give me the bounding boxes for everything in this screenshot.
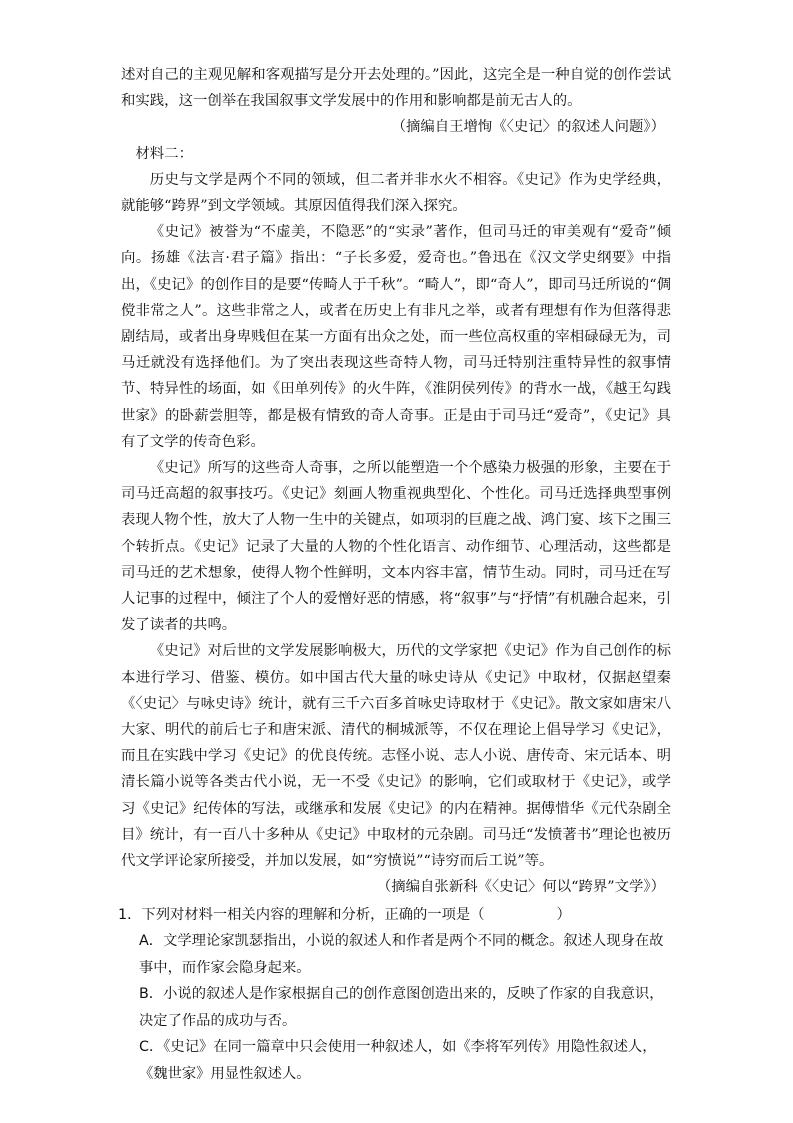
material2-paragraph-3: 《史记》所写的这些奇人奇事，之所以能塑造一个个感染力极强的形象，主要在于司马迁高超的叙事技巧。《史记》刻画人物重视典型化、个性化。司马迁选择典型事例表现人物个性，放大了人物一生中的关键点，如项羽的巨鹿之战、鸿门宴、垓下之围三个转折点。《史记》记录了大量的人物的个性化语言、动作细节、心理活动，这些都是司马迁的艺术想象，使得人物个性鲜明，文本内容丰富，情节生动。同时，司马迁在写人记事的过程中，倾注了个人的爱憎好恶的情感，将“叙事”与“抒情”有机融合起来，引发了读者的共鸣。 [121,460,671,634]
material2-paragraph-2: 《史记》被誉为“不虚美，不隐恶”的“实录”著作，但司马迁的审美观有“爱奇”倾向。扬雄《法言·君子篇》指出：“子长多爱，爱奇也。”鲁迅在《汉文学史纲要》中指出，《史记》的创作目的是要“传畸人于千秋”。“畸人”，即“奇人”，即司马迁所说的“倜傥非常之人”。这些非常之人，或者在历史上有非凡之举，或者有理想有作为但落得悲剧结局，或者出身卑贱但在某一方面有出众之处，而一些位高权重的宰相碌碌无为，司马迁就没有选择他们。为了突出表现这些奇特人物，司马迁特别注重特异性的叙事情节、特异性的场面，如《田单列传》的火牛阵，《淮阴侯列传》的背水一战，《越王勾践世家》的卧薪尝胆等，都是极有情致的奇人奇事。正是由于司马迁“爱奇”，《史记》具有了文学的传奇色彩。 [121,224,671,450]
question-stem-close: ） [556,906,571,923]
source-citation-2: （摘编自张新科《〈史记〉何以“跨界”文学》） [376,879,665,896]
material2-paragraph-4: 《史记》对后世的文学发展影响极大，历代的文学家把《史记》作为自己创作的标本进行学习、借鉴、模仿。如中国古代大量的咏史诗从《史记》中取材，仅据赵望秦《〈史记〉与咏史诗》统计，就有三千六百多首咏史诗取材于《史记》。散文家如唐宋八大家、明代的前后七子和唐宋派、清代的桐城派等，不仅在理论上倡导学习《史记》，而且在实践中学习《史记》的优良传统。志怪小说、志人小说、唐传奇、宋元话本、明清长篇小说等各类古代小说，无一不受《史记》的影响，它们或取材于《史记》，或学习《史记》纪传体的写法，或继承和发展《史记》的内在精神。据傅惜华《元代杂剧全目》统计，有一百八十多种从《史记》中取材的元杂剧。司马迁“发愤著书”理论也被历代文学评论家所接受，并加以发展，如“穷愤说”“诗穷而后工说”等。 [121,643,671,870]
option-a: A．文学理论家凯瑟指出，小说的叙述人和作者是两个不同的概念。叙述人现身在故事中，而作家会隐身起来。 [139,933,664,976]
source-citation-1: （摘编自王增恂《〈史记〉的叙述人问题》） [391,119,665,136]
question-1-stem [118,902,671,929]
material2-paragraph-1: 历史与文学是两个不同的领域，但二者并非水火不相容。《史记》作为史学经典，就能够“跨界”到文学领域。其原因值得我们深入探究。 [121,171,671,215]
passage1-tail: 述对自己的主观见解和客观描写是分开去处理的。”因此，这完全是一种自觉的创作尝试和实践，这一创举在我国叙事文学发展中的作用和影响都是前无古人的。 [121,67,671,110]
question-stem-text: 1．下列对材料一相关内容的理解和分析，正确的一项是（ [118,906,485,923]
material2-label: 材料二： [135,145,193,162]
option-c: C．《史记》在同一篇章中只会使用一种叙述人，如《李将军列传》用隐性叙述人，《魏世家》用显性叙述人。 [139,1039,657,1083]
option-b: B．小说的叙述人是作家根据自己的创作意图创造出来的，反映了作家的自我意识，决定了作品的成功与否。 [139,986,664,1029]
document-body [118,62,671,1088]
